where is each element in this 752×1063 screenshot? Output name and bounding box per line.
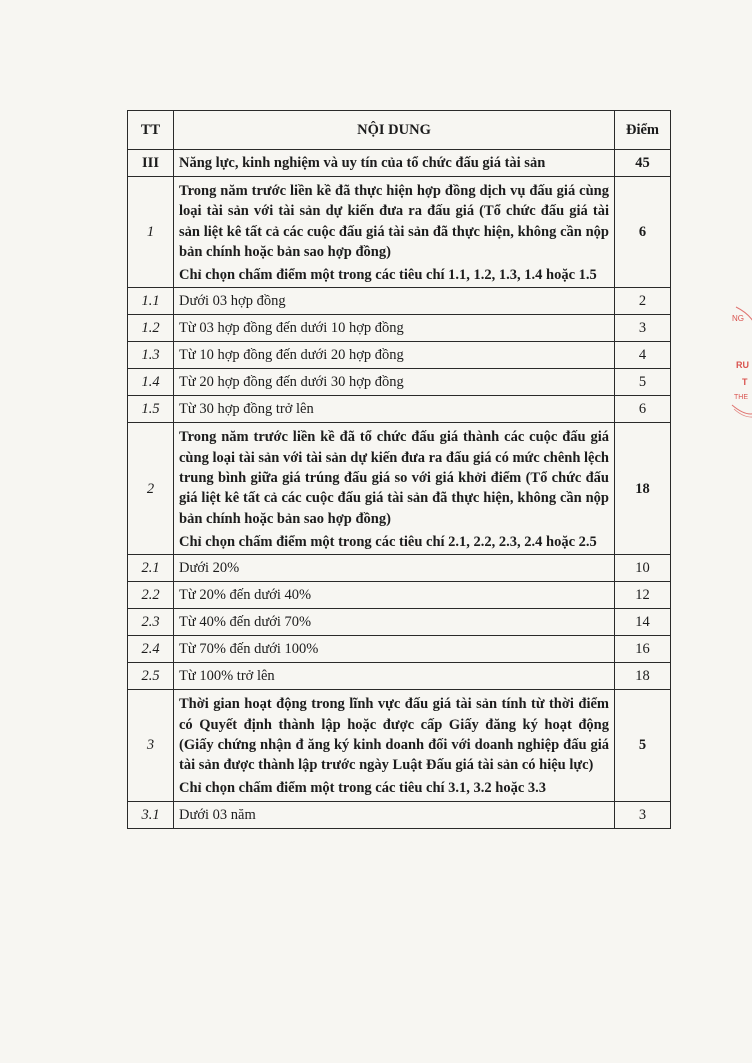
item-text: Từ 20 hợp đồng đến dưới 30 hợp đồng xyxy=(174,369,615,396)
section-diem: 45 xyxy=(615,150,671,177)
item-diem: 5 xyxy=(615,369,671,396)
item-tt: 3.1 xyxy=(128,801,174,828)
criterion-content xyxy=(174,690,615,801)
stamp-text: THE xyxy=(734,394,748,401)
section-text: Năng lực, kinh nghiệm và uy tín của tổ chức đấu giá tài sản xyxy=(174,150,615,177)
item-text: Từ 10 hợp đồng đến dưới 20 hợp đồng xyxy=(174,342,615,369)
criterion-tt: 3 xyxy=(128,690,174,801)
criterion-row-2 xyxy=(128,423,671,555)
item-diem: 2 xyxy=(615,288,671,315)
table-header-row xyxy=(128,111,671,150)
table-row xyxy=(128,582,671,609)
table-row xyxy=(128,288,671,315)
stamp-text: NG xyxy=(732,314,744,323)
criterion-text: Thời gian hoạt động trong lĩnh vực đấu giá tài sản tính từ thời điểm có Quyết định thành lập hoặc được cấp Giấy đăng ký hoạt động (Giấy chứng nhận đ ăng ký kinh doanh đối với doanh nghiệp đấu giá tài sản được thành lập trước ngày Luật Đấu giá tài sản có hiệu lực) xyxy=(179,696,609,774)
item-text: Dưới 03 năm xyxy=(174,801,615,828)
criterion-note: Chỉ chọn chấm điểm một trong các tiêu chí 1.1, 1.2, 1.3, 1.4 hoặc 1.5 xyxy=(179,267,597,284)
item-diem: 4 xyxy=(615,342,671,369)
section-tt: III xyxy=(128,150,174,177)
section-row xyxy=(128,150,671,177)
header-diem: Điểm xyxy=(615,111,671,150)
table-row xyxy=(128,396,671,423)
stamp-text: RU xyxy=(736,360,749,370)
item-tt: 1.5 xyxy=(128,396,174,423)
criterion-content xyxy=(174,423,615,555)
scoring-table xyxy=(127,110,671,829)
item-text: Từ 03 hợp đồng đến dưới 10 hợp đồng xyxy=(174,315,615,342)
table-row xyxy=(128,555,671,582)
item-diem: 14 xyxy=(615,609,671,636)
table-row xyxy=(128,369,671,396)
item-text: Từ 20% đến dưới 40% xyxy=(174,582,615,609)
stamp-seal-fragment xyxy=(728,295,752,435)
item-diem: 6 xyxy=(615,396,671,423)
item-text: Từ 100% trở lên xyxy=(174,663,615,690)
item-tt: 1.3 xyxy=(128,342,174,369)
header-noi-dung: NỘI DUNG xyxy=(174,111,615,150)
item-tt: 1.1 xyxy=(128,288,174,315)
table-row xyxy=(128,342,671,369)
item-diem: 3 xyxy=(615,315,671,342)
item-diem: 12 xyxy=(615,582,671,609)
item-tt: 2.3 xyxy=(128,609,174,636)
criterion-note: Chỉ chọn chấm điểm một trong các tiêu chí 2.1, 2.2, 2.3, 2.4 hoặc 2.5 xyxy=(179,533,597,550)
item-diem: 10 xyxy=(615,555,671,582)
criterion-row-3 xyxy=(128,690,671,801)
item-tt: 1.2 xyxy=(128,315,174,342)
item-text: Từ 40% đến dưới 70% xyxy=(174,609,615,636)
criterion-note: Chỉ chọn chấm điểm một trong các tiêu chí 3.1, 3.2 hoặc 3.3 xyxy=(179,780,547,797)
table-row xyxy=(128,315,671,342)
item-text: Từ 30 hợp đồng trở lên xyxy=(174,396,615,423)
table-row xyxy=(128,609,671,636)
item-diem: 16 xyxy=(615,636,671,663)
stamp-text: T xyxy=(742,377,748,387)
header-tt: TT xyxy=(128,111,174,150)
criterion-text: Trong năm trước liền kề đã thực hiện hợp đồng dịch vụ đấu giá cùng loại tài sản với tài sản dự kiến đưa ra đấu giá (Tổ chức đấu giá tài sản liệt kê tất cả các cuộc đấu giá tài sản đã thực hiện, không cần nộp bản chính hoặc bản sao hợp đồng) xyxy=(179,183,609,260)
criterion-diem: 18 xyxy=(615,423,671,555)
item-text: Từ 70% đến dưới 100% xyxy=(174,636,615,663)
criterion-tt: 2 xyxy=(128,423,174,555)
item-diem: 3 xyxy=(615,801,671,828)
table-row xyxy=(128,636,671,663)
item-tt: 2.4 xyxy=(128,636,174,663)
criterion-tt: 1 xyxy=(128,177,174,288)
item-tt: 1.4 xyxy=(128,369,174,396)
criterion-diem: 5 xyxy=(615,690,671,801)
item-tt: 2.1 xyxy=(128,555,174,582)
item-tt: 2.2 xyxy=(128,582,174,609)
criterion-text: Trong năm trước liền kề đã tổ chức đấu giá thành các cuộc đấu giá cùng loại tài sản với tài sản dự kiến đưa ra đấu giá có mức chênh lệch trung bình giữa giá trúng đấu giá so với giá khởi điểm (Tổ chức đấu giá liệt kê tất cả các cuộc đấu giá tài sản đã thực hiện, không cần nộp bản chính hoặc bản sao hợp đồng) xyxy=(179,429,609,527)
criterion-diem: 6 xyxy=(615,177,671,288)
table-row xyxy=(128,663,671,690)
item-text: Dưới 03 hợp đồng xyxy=(174,288,615,315)
criterion-content xyxy=(174,177,615,288)
table-row xyxy=(128,801,671,828)
criterion-row-1 xyxy=(128,177,671,288)
item-diem: 18 xyxy=(615,663,671,690)
item-tt: 2.5 xyxy=(128,663,174,690)
item-text: Dưới 20% xyxy=(174,555,615,582)
